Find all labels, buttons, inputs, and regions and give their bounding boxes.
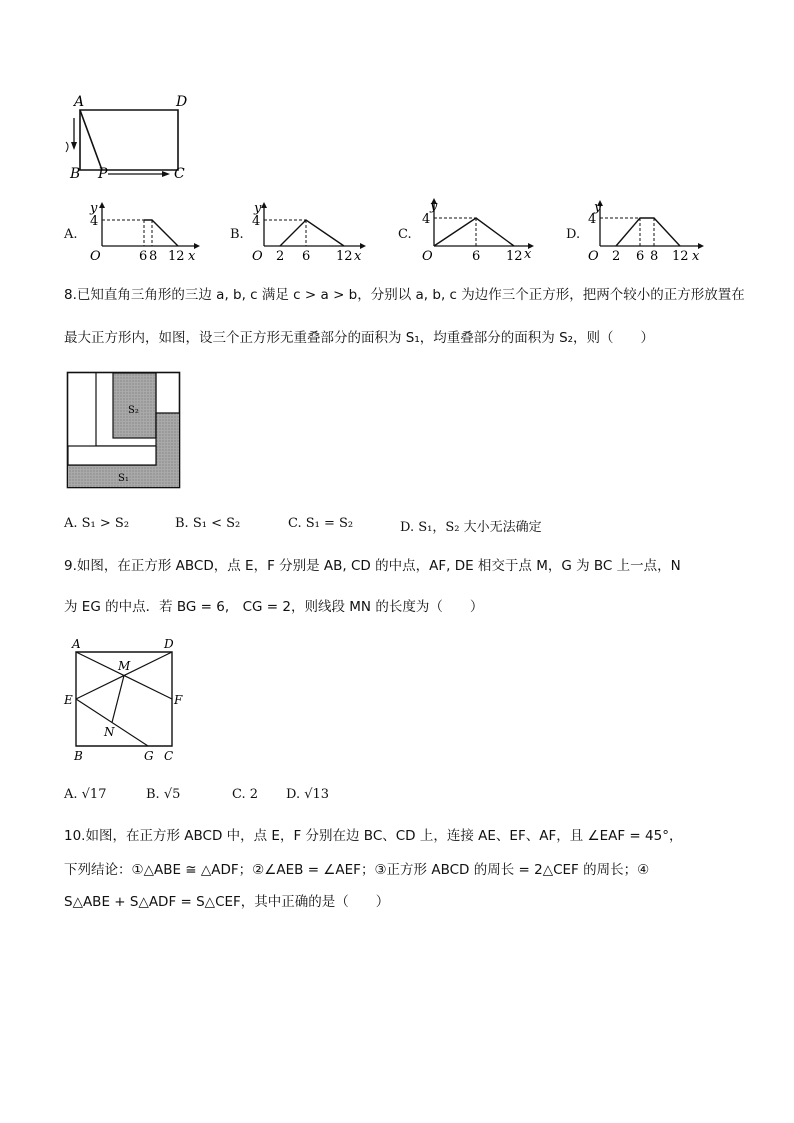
- q8-option-b: B. S₁ < S₂: [175, 516, 241, 531]
- q7-a-y-tick: 4: [90, 214, 99, 229]
- q7-option-b-graph: [250, 200, 370, 264]
- q7-b-x-tick-2: 6: [302, 249, 311, 264]
- q7-label-D: D: [176, 94, 188, 110]
- q7-option-d-graph: [586, 198, 710, 264]
- q7-a-x-tick-1: 6: [139, 249, 148, 264]
- q10-text-line-1: 10.如图，在正方形 ABCD 中，点 E，F 分别在边 BC、CD 上，连接 AE、EF、AF，且 ∠EAF = 45°，: [64, 828, 683, 844]
- q7-figure: [58, 90, 198, 182]
- q9-label-M: M: [118, 659, 131, 673]
- q7-a-x-label: x: [188, 249, 196, 264]
- q9-label-D: D: [164, 637, 174, 651]
- q7-label-A: A: [74, 94, 85, 110]
- q9-text-line-2: 为 EG 的中点．若 BG = 6, CG = 2，则线段 MN 的长度为（ ）: [64, 599, 484, 615]
- q7-option-c-label: C.: [398, 227, 412, 242]
- q7-label-P: P: [98, 166, 108, 182]
- q7-d-x-tick-3: 8: [650, 249, 659, 264]
- q9-option-b: B. √5: [146, 787, 181, 802]
- q7-label-C: C: [174, 166, 185, 182]
- q10-text-line-3: S△ABE + S△ADF = S△CEF，其中正确的是（ ）: [64, 894, 390, 910]
- q7-b-x-label: x: [354, 249, 362, 264]
- q9-label-C: C: [164, 749, 174, 763]
- q8-text-line-2: 最大正方形内，如图，设三个正方形无重叠部分的面积为 S₁，均重叠部分的面积为 S₂，则（ ）: [64, 330, 655, 346]
- q9-figure: [60, 634, 192, 764]
- q7-option-d-label: D.: [566, 227, 581, 242]
- q7-d-origin: O: [588, 249, 599, 264]
- q9-label-F: F: [174, 693, 183, 707]
- q7-label-B: B: [70, 166, 81, 182]
- q7-b-origin: O: [252, 249, 263, 264]
- q7-option-b-label: B.: [230, 227, 244, 242]
- q8-option-d: D. S₁，S₂ 大小无法确定: [400, 520, 542, 535]
- q7-a-x-tick-3: 12: [168, 249, 185, 264]
- q7-d-x-label: x: [692, 249, 700, 264]
- q9-option-a: A. √17: [64, 787, 107, 802]
- q9-label-N: N: [104, 725, 115, 739]
- q7-d-y-label: y: [594, 200, 602, 215]
- q9-option-c: C. 2: [232, 787, 259, 802]
- q7-c-x-tick-1: 6: [472, 249, 481, 264]
- q8-text-line-1: 8.已知直角三角形的三边 a, b, c 满足 c > a > b，分别以 a, b, c 为边作三个正方形，把两个较小的正方形放置在: [64, 287, 745, 303]
- q9-label-B: B: [74, 749, 83, 763]
- q7-c-x-label: x: [524, 247, 532, 262]
- q8-label-top: S₂: [128, 405, 139, 416]
- q7-d-x-tick-2: 6: [636, 249, 645, 264]
- q9-option-d: D. √13: [286, 787, 330, 802]
- q7-c-y-label: y: [430, 199, 438, 214]
- q7-c-y-tick: 4: [422, 212, 431, 227]
- q9-text-line-1: 9.如图，在正方形 ABCD，点 E，F 分别是 AB, CD 的中点，AF, DE 相交于点 M，G 为 BC 上一点，N: [64, 558, 681, 574]
- q7-a-origin: O: [90, 249, 101, 264]
- q7-c-x-tick-2: 12: [506, 249, 523, 264]
- q7-option-c-graph: [418, 196, 538, 264]
- q7-option-a-graph: [84, 200, 204, 264]
- q10-text-line-2: 下列结论：①△ABE ≅ △ADF；②∠AEB = ∠AEF；③正方形 ABCD 的周长 = 2△CEF 的周长；④: [64, 862, 650, 878]
- q7-a-x-tick-2: 8: [149, 249, 158, 264]
- q7-b-y-label: y: [254, 201, 262, 216]
- q7-a-y-label: y: [90, 201, 98, 216]
- q9-label-A: A: [72, 637, 81, 651]
- q9-label-G: G: [144, 749, 154, 763]
- q8-label-bottom: S₁: [118, 473, 129, 484]
- q9-label-E: E: [64, 693, 73, 707]
- q8-option-a: A. S₁ > S₂: [64, 516, 130, 531]
- q8-figure: [66, 371, 182, 491]
- q7-d-x-tick-4: 12: [672, 249, 689, 264]
- q7-b-x-tick-1: 2: [276, 249, 285, 264]
- q7-d-x-tick-1: 2: [612, 249, 621, 264]
- q8-option-c: C. S₁ = S₂: [288, 516, 354, 531]
- q7-option-a-label: A.: [64, 227, 78, 242]
- q7-d-y-tick: 4: [588, 212, 597, 227]
- q7-b-y-tick: 4: [252, 214, 261, 229]
- q7-b-x-tick-3: 12: [336, 249, 353, 264]
- q7-c-origin: O: [422, 249, 433, 264]
